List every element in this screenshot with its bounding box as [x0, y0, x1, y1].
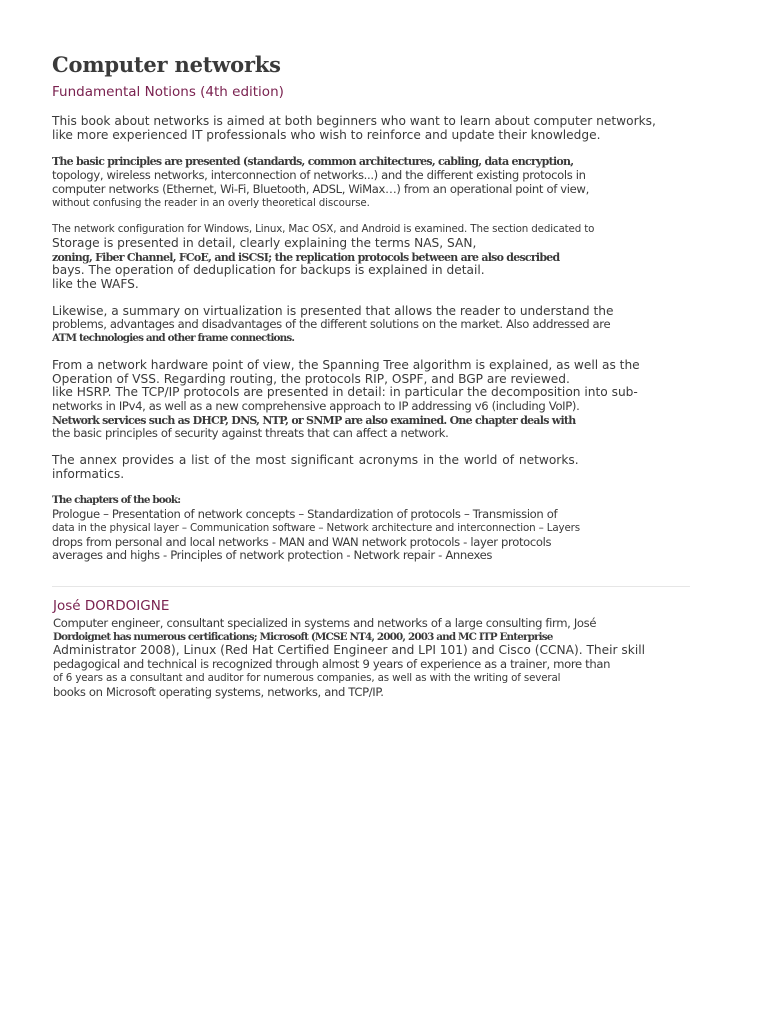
- text-line: topology, wireless networks, interconnection of networks...) and the different existing protocols in: [52, 168, 586, 183]
- text-line: bays. The operation of deduplication for backups is explained in detail.: [52, 263, 485, 278]
- author-name: José DORDOIGNE: [53, 598, 170, 614]
- book-subtitle: Fundamental Notions (4th edition): [52, 84, 284, 100]
- virtualization-paragraph: [52, 305, 692, 346]
- hardware-paragraph: [52, 359, 692, 441]
- text-line: the basic principles of security against threats that can affect a network.: [52, 426, 449, 441]
- text-line: like HSRP. The TCP/IP protocols are presented in detail: in particular the decomposition into sub-: [52, 385, 638, 400]
- text-line: zoning, Fiber Channel, FCoE, and iSCSI; the replication protocols between are also described: [52, 250, 560, 264]
- text-line: Dordoignet has numerous certifications; Microsoft (MCSE NT4, 2000, 2003 and MC ITP Enterprise: [53, 630, 553, 643]
- text-line: From a network hardware point of view, the Spanning Tree algorithm is explained, as well as the: [52, 357, 640, 372]
- text-line: informatics.: [52, 466, 125, 481]
- book-title: Computer networks: [52, 52, 281, 77]
- text-line: of 6 years as a consultant and auditor for numerous companies, as well as with the writing of several: [53, 671, 561, 684]
- text-line: Likewise, a summary on virtualization is presented that allows the reader to understand the: [52, 303, 614, 318]
- section-divider: [52, 586, 690, 587]
- annex-paragraph: [52, 454, 692, 481]
- text-line: Operation of VSS. Regarding routing, the protocols RIP, OSPF, and BGP are reviewed.: [52, 371, 570, 386]
- text-line: data in the physical layer – Communication software – Network architecture and interconnection – Layers: [52, 521, 580, 534]
- book-description: [52, 50, 692, 563]
- chapters-paragraph: [52, 494, 692, 563]
- text-line: without confusing the reader in an overly theoretical discourse.: [52, 196, 370, 209]
- text-line: Administrator 2008), Linux (Red Hat Certified Engineer and LPI 101) and Cisco (CCNA). Their skill: [53, 643, 645, 658]
- text-line: ATM technologies and other frame connections.: [52, 332, 295, 345]
- text-line: problems, advantages and disadvantages of the different solutions on the market. Also addressed are: [52, 317, 611, 332]
- text-line: Storage is presented in detail, clearly explaining the terms NAS, SAN,: [52, 235, 477, 250]
- text-line: computer networks (Ethernet, Wi-Fi, Bluetooth, ADSL, WiMax…) from an operational point of view,: [52, 181, 589, 196]
- text-line: Prologue – Presentation of network concepts – Standardization of protocols – Transmission of: [52, 507, 558, 522]
- text-line: The annex provides a list of the most significant acronyms in the world of networks.: [52, 453, 579, 468]
- text-line: averages and highs - Principles of network protection - Network repair - Annexes: [52, 548, 493, 563]
- chapters-heading: The chapters of the book:: [52, 494, 181, 507]
- text-line: like more experienced IT professionals who wish to reinforce and update their knowledge.: [52, 127, 601, 142]
- text-line: This book about networks is aimed at both beginners who want to learn about computer networks,: [52, 114, 656, 128]
- text-line: like the WAFS.: [52, 277, 139, 292]
- text-line: drops from personal and local networks - MAN and WAN network protocols - layer protocols: [52, 534, 552, 549]
- text-line: The network configuration for Windows, Linux, Mac OSX, and Android is examined. The section dedicated to: [52, 223, 595, 236]
- author-bio: [53, 617, 693, 699]
- principles-paragraph: [52, 155, 692, 210]
- text-line: Network services such as DHCP, DNS, NTP, or SNMP are also examined. One chapter deals with: [52, 413, 576, 427]
- intro-paragraph: [52, 115, 692, 142]
- text-line: Computer engineer, consultant specialized in systems and networks of a large consulting firm, José: [53, 616, 597, 630]
- storage-paragraph: [52, 223, 692, 292]
- text-line: networks in IPv4, as well as a new comprehensive approach to IP addressing v6 (including VoIP).: [52, 398, 580, 413]
- text-line: books on Microsoft operating systems, networks, and TCP/IP.: [53, 684, 384, 699]
- author-section: [53, 597, 693, 699]
- text-line: pedagogical and technical is recognized through almost 9 years of experience as a trainer, more than: [53, 657, 611, 672]
- text-line: The basic principles are presented (standards, common architectures, cabling, data encryption,: [52, 155, 574, 169]
